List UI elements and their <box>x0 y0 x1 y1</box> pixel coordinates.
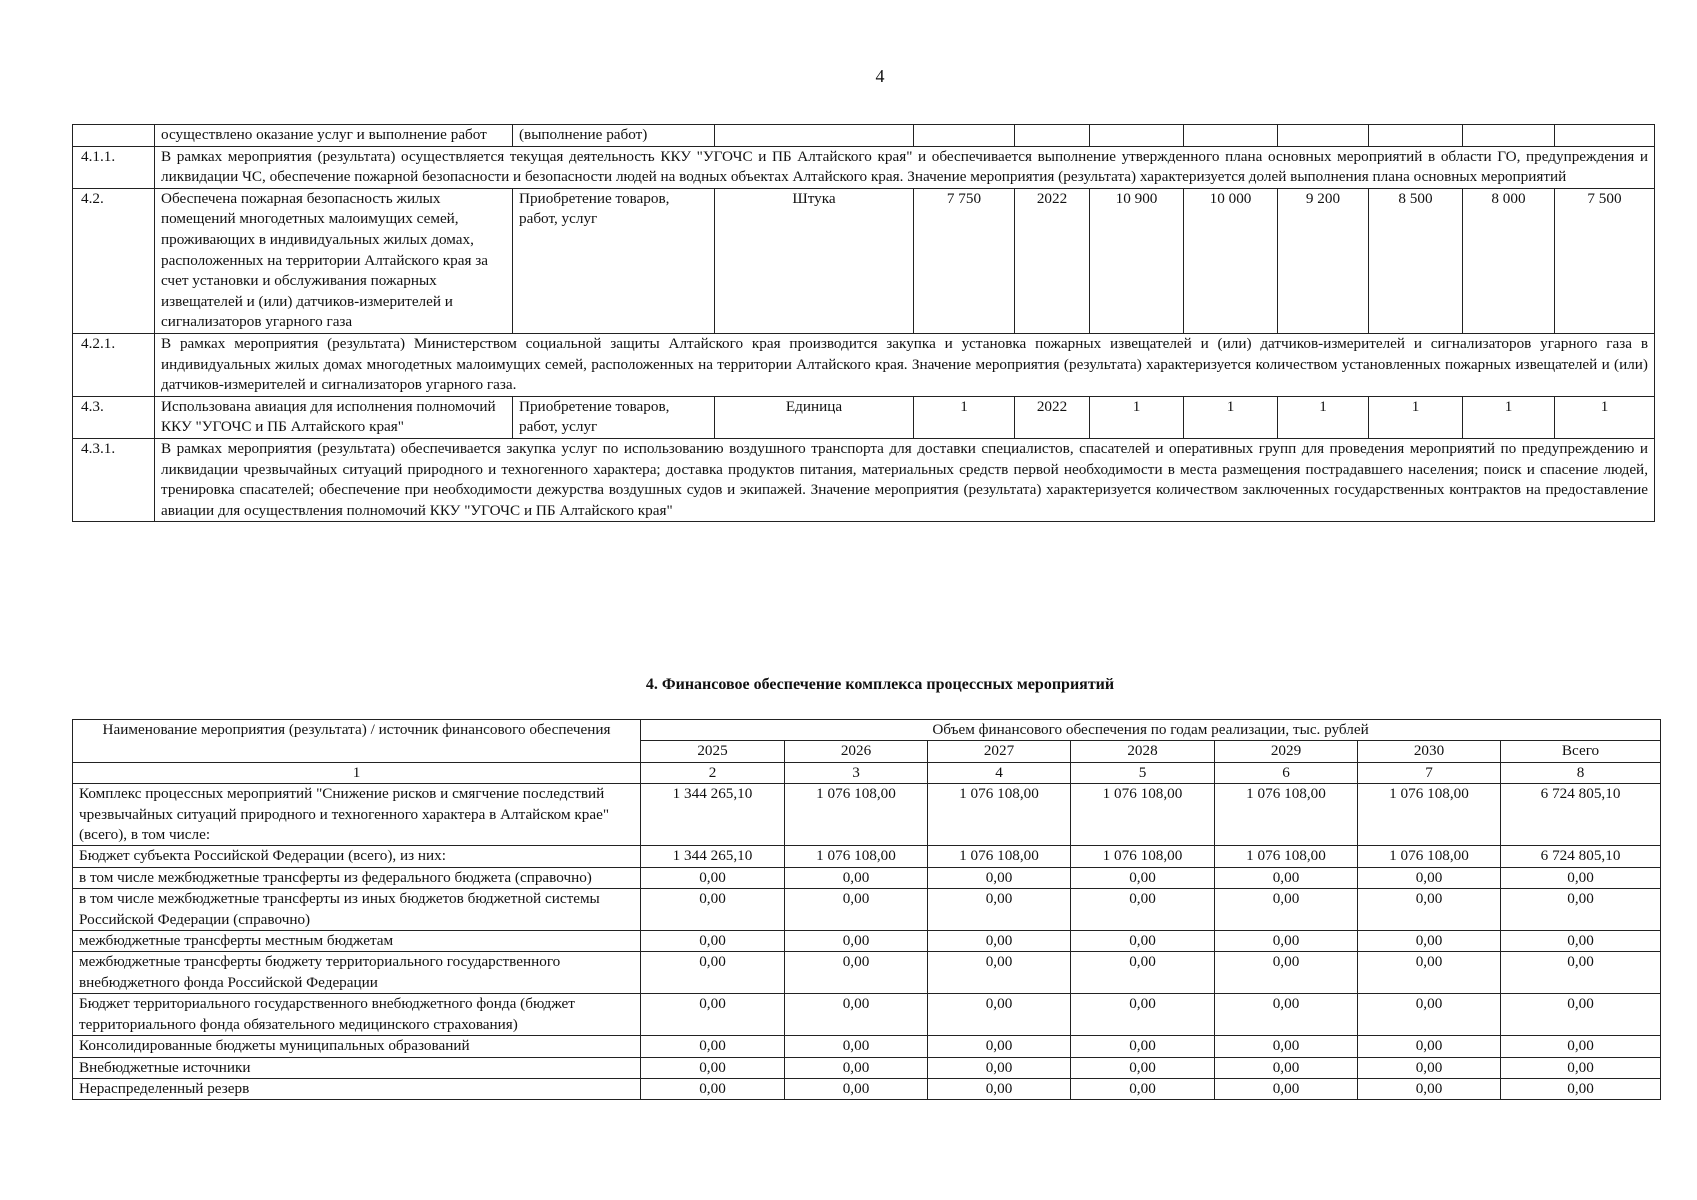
header-row <box>73 720 1661 741</box>
empty-cell <box>914 125 1015 147</box>
amount-cell: 0,00 <box>1358 1036 1501 1057</box>
amount-cell: 0,00 <box>928 931 1071 952</box>
amount-cell: 0,00 <box>1501 889 1661 931</box>
column-number: 7 <box>1358 762 1501 783</box>
table-row <box>73 146 1655 188</box>
table-row <box>73 125 1655 147</box>
column-number: 5 <box>1071 762 1215 783</box>
amount-cell: 0,00 <box>928 1036 1071 1057</box>
table-row <box>73 952 1661 994</box>
year-value: 8 000 <box>1463 188 1555 333</box>
amount-cell: 0,00 <box>641 867 785 888</box>
row-code <box>73 125 155 147</box>
year-value: 1 <box>1555 396 1655 438</box>
amount-cell: 0,00 <box>1501 994 1661 1036</box>
amount-cell: 0,00 <box>1215 952 1358 994</box>
column-number: 8 <box>1501 762 1661 783</box>
year-value: 9 200 <box>1278 188 1369 333</box>
table-row <box>73 396 1655 438</box>
unit-of-measure: Штука <box>715 188 914 333</box>
amount-cell: 0,00 <box>1501 867 1661 888</box>
table-row <box>73 846 1661 867</box>
table-row <box>73 333 1655 396</box>
amount-cell: 0,00 <box>641 952 785 994</box>
amount-cell: 0,00 <box>928 889 1071 931</box>
amount-cell: 0,00 <box>1501 1078 1661 1099</box>
year-header: Всего <box>1501 741 1661 762</box>
page-number: 4 <box>875 66 885 86</box>
amount-cell: 0,00 <box>1501 1057 1661 1078</box>
amount-cell: 0,00 <box>785 1036 928 1057</box>
table-row <box>73 188 1655 333</box>
amount-cell: 1 076 108,00 <box>928 784 1071 846</box>
table-row <box>73 931 1661 952</box>
amount-cell: 6 724 805,10 <box>1501 846 1661 867</box>
column-number: 3 <box>785 762 928 783</box>
amount-cell: 0,00 <box>928 952 1071 994</box>
column-numbers-row <box>73 762 1661 783</box>
year-value: 7 500 <box>1555 188 1655 333</box>
amount-cell: 0,00 <box>1071 952 1215 994</box>
column-number: 6 <box>1215 762 1358 783</box>
amount-cell: 0,00 <box>1358 867 1501 888</box>
amount-cell: 0,00 <box>1358 952 1501 994</box>
row-description: В рамках мероприятия (результата) Министерством социальной защиты Алтайского края производится закупка и установка пожарных извещателей и (или) датчиков-измерителей и сигнализаторов угарного газа в индивидуальных жилых домах многодетных малоимущих семей, расположенных на территории Алтайского края. Значение мероприятия (результата) характеризуется количеством установленных пожарных извещателей и (или) датчиков-измерителей и сигнализаторов угарного газа. <box>155 333 1655 396</box>
amount-cell: 0,00 <box>641 994 785 1036</box>
row-code: 4.2.1. <box>73 333 155 396</box>
result-name: Обеспечена пожарная безопасность жилых помещений многодетных малоимущих семей, проживающих в индивидуальных жилых домах, расположенных на территории Алтайского края за счет установки и обслуживания пожарных извещателей и (или) датчиков-измерителей и сигнализаторов угарного газа <box>155 188 513 333</box>
amount-cell: 0,00 <box>641 1036 785 1057</box>
amount-cell: 0,00 <box>1215 1078 1358 1099</box>
row-description: В рамках мероприятия (результата) обеспечивается закупка услуг по использованию воздушного транспорта для доставки специалистов, спасателей и оперативных групп для проведения мероприятий по предупреждению и ликвидации чрезвычайных ситуаций природного и техногенного характера; доставка продуктов питания, материальных средств первой необходимости в места размещения пострадавшего населения; поиск и спасение людей, тренировка спасателей; обеспечение при необходимости дежурства воздушных судов и экипажей. Значение мероприятия (результата) характеризуется количеством заключенных государственных контрактов на предоставление авиации для осуществления полномочий ККУ "УГОЧС и ПБ Алтайского края" <box>155 438 1655 521</box>
empty-cell <box>1015 125 1090 147</box>
column-number: 2 <box>641 762 785 783</box>
year-header: 2026 <box>785 741 928 762</box>
year-value: 1 <box>1278 396 1369 438</box>
header-name: Наименование мероприятия (результата) / источник финансового обеспечения <box>73 720 641 763</box>
amount-cell: 0,00 <box>1501 1036 1661 1057</box>
amount-cell: 0,00 <box>1215 1057 1358 1078</box>
amount-cell: 0,00 <box>1358 889 1501 931</box>
empty-cell <box>1090 125 1184 147</box>
table-row <box>73 438 1655 521</box>
amount-cell: 0,00 <box>1358 1057 1501 1078</box>
funding-source: Бюджет субъекта Российской Федерации (всего), из них: <box>73 846 641 867</box>
year-value: 1 <box>1090 396 1184 438</box>
empty-cell <box>1555 125 1655 147</box>
year-header: 2030 <box>1358 741 1501 762</box>
funding-source: Бюджет территориального государственного внебюджетного фонда (бюджет территориального фонда обязательного медицинского страхования) <box>73 994 641 1036</box>
amount-cell: 0,00 <box>1071 889 1215 931</box>
table-row <box>73 1057 1661 1078</box>
result-type: Приобретение товаров, работ, услуг <box>513 188 715 333</box>
result-name: Использована авиация для исполнения полномочий ККУ "УГОЧС и ПБ Алтайского края" <box>155 396 513 438</box>
empty-cell <box>1278 125 1369 147</box>
amount-cell: 1 076 108,00 <box>785 784 928 846</box>
amount-cell: 1 076 108,00 <box>785 846 928 867</box>
base-year: 2022 <box>1015 396 1090 438</box>
column-number: 1 <box>73 762 641 783</box>
table-row <box>73 1078 1661 1099</box>
amount-cell: 1 076 108,00 <box>928 846 1071 867</box>
amount-cell: 1 076 108,00 <box>1215 784 1358 846</box>
table-row <box>73 784 1661 846</box>
amount-cell: 1 344 265,10 <box>641 784 785 846</box>
amount-cell: 0,00 <box>785 1078 928 1099</box>
empty-cell <box>715 125 914 147</box>
amount-cell: 6 724 805,10 <box>1501 784 1661 846</box>
amount-cell: 1 344 265,10 <box>641 846 785 867</box>
funding-source: межбюджетные трансферты бюджету территориального государственного внебюджетного фонда Российской Федерации <box>73 952 641 994</box>
amount-cell: 0,00 <box>641 1078 785 1099</box>
year-value: 10 900 <box>1090 188 1184 333</box>
amount-cell: 0,00 <box>1071 931 1215 952</box>
year-value: 8 500 <box>1369 188 1463 333</box>
year-header: 2029 <box>1215 741 1358 762</box>
amount-cell: 0,00 <box>785 889 928 931</box>
amount-cell: 0,00 <box>785 994 928 1036</box>
amount-cell: 1 076 108,00 <box>1358 846 1501 867</box>
section-title: 4. Финансовое обеспечение комплекса процессных мероприятий <box>645 676 1115 693</box>
amount-cell: 0,00 <box>1501 952 1661 994</box>
funding-source: в том числе межбюджетные трансферты из иных бюджетов бюджетной системы Российской Федерации (справочно) <box>73 889 641 931</box>
amount-cell: 0,00 <box>1071 1036 1215 1057</box>
amount-cell: 0,00 <box>1071 867 1215 888</box>
table-row <box>73 889 1661 931</box>
financing-table <box>72 719 1661 1100</box>
amount-cell: 0,00 <box>1358 931 1501 952</box>
funding-source: Консолидированные бюджеты муниципальных образований <box>73 1036 641 1057</box>
year-value: 10 000 <box>1184 188 1278 333</box>
amount-cell: 0,00 <box>1071 994 1215 1036</box>
funding-source: Комплекс процессных мероприятий "Снижение рисков и смягчение последствий чрезвычайных ситуаций природного и техногенного характера в Алтайском крае" (всего), в том числе: <box>73 784 641 846</box>
year-header: 2027 <box>928 741 1071 762</box>
table-row <box>73 1036 1661 1057</box>
empty-cell <box>1463 125 1555 147</box>
header-volume: Объем финансового обеспечения по годам реализации, тыс. рублей <box>641 720 1661 741</box>
empty-cell <box>1369 125 1463 147</box>
base-value: 7 750 <box>914 188 1015 333</box>
amount-cell: 1 076 108,00 <box>1358 784 1501 846</box>
funding-source: Нераспределенный резерв <box>73 1078 641 1099</box>
amount-cell: 0,00 <box>1215 889 1358 931</box>
amount-cell: 1 076 108,00 <box>1071 784 1215 846</box>
amount-cell: 0,00 <box>641 889 785 931</box>
row-description: В рамках мероприятия (результата) осуществляется текущая деятельность ККУ "УГОЧС и ПБ Алтайского края" и обеспечивается выполнение утвержденного плана основных мероприятий в области ГО, предупреждения и ликвидации ЧС, обеспечение пожарной безопасности и безопасности людей на водных объектах Алтайского края. Значение мероприятия (результата) характеризуется долей выполнения плана основных мероприятий <box>155 146 1655 188</box>
amount-cell: 0,00 <box>785 931 928 952</box>
amount-cell: 0,00 <box>641 1057 785 1078</box>
amount-cell: 0,00 <box>785 1057 928 1078</box>
funding-source: межбюджетные трансферты местным бюджетам <box>73 931 641 952</box>
year-value: 1 <box>1369 396 1463 438</box>
funding-source: Внебюджетные источники <box>73 1057 641 1078</box>
unit-of-measure: Единица <box>715 396 914 438</box>
amount-cell: 0,00 <box>928 1057 1071 1078</box>
year-header: 2025 <box>641 741 785 762</box>
result-type: (выполнение работ) <box>513 125 715 147</box>
base-value: 1 <box>914 396 1015 438</box>
amount-cell: 0,00 <box>785 867 928 888</box>
amount-cell: 0,00 <box>1215 867 1358 888</box>
amount-cell: 0,00 <box>1071 1057 1215 1078</box>
amount-cell: 1 076 108,00 <box>1215 846 1358 867</box>
amount-cell: 1 076 108,00 <box>1071 846 1215 867</box>
results-table <box>72 124 1655 522</box>
row-code: 4.1.1. <box>73 146 155 188</box>
amount-cell: 0,00 <box>928 867 1071 888</box>
column-number: 4 <box>928 762 1071 783</box>
amount-cell: 0,00 <box>1215 931 1358 952</box>
amount-cell: 0,00 <box>928 994 1071 1036</box>
row-code: 4.3. <box>73 396 155 438</box>
amount-cell: 0,00 <box>641 931 785 952</box>
amount-cell: 0,00 <box>1358 1078 1501 1099</box>
amount-cell: 0,00 <box>928 1078 1071 1099</box>
amount-cell: 0,00 <box>1071 1078 1215 1099</box>
row-code: 4.3.1. <box>73 438 155 521</box>
base-year: 2022 <box>1015 188 1090 333</box>
funding-source: в том числе межбюджетные трансферты из федерального бюджета (справочно) <box>73 867 641 888</box>
year-value: 1 <box>1184 396 1278 438</box>
row-code: 4.2. <box>73 188 155 333</box>
amount-cell: 0,00 <box>1215 994 1358 1036</box>
amount-cell: 0,00 <box>1501 931 1661 952</box>
table-row <box>73 867 1661 888</box>
amount-cell: 0,00 <box>1358 994 1501 1036</box>
amount-cell: 0,00 <box>1215 1036 1358 1057</box>
year-value: 1 <box>1463 396 1555 438</box>
result-name: осуществлено оказание услуг и выполнение работ <box>155 125 513 147</box>
empty-cell <box>1184 125 1278 147</box>
result-type: Приобретение товаров, работ, услуг <box>513 396 715 438</box>
table-row <box>73 994 1661 1036</box>
year-header: 2028 <box>1071 741 1215 762</box>
amount-cell: 0,00 <box>785 952 928 994</box>
